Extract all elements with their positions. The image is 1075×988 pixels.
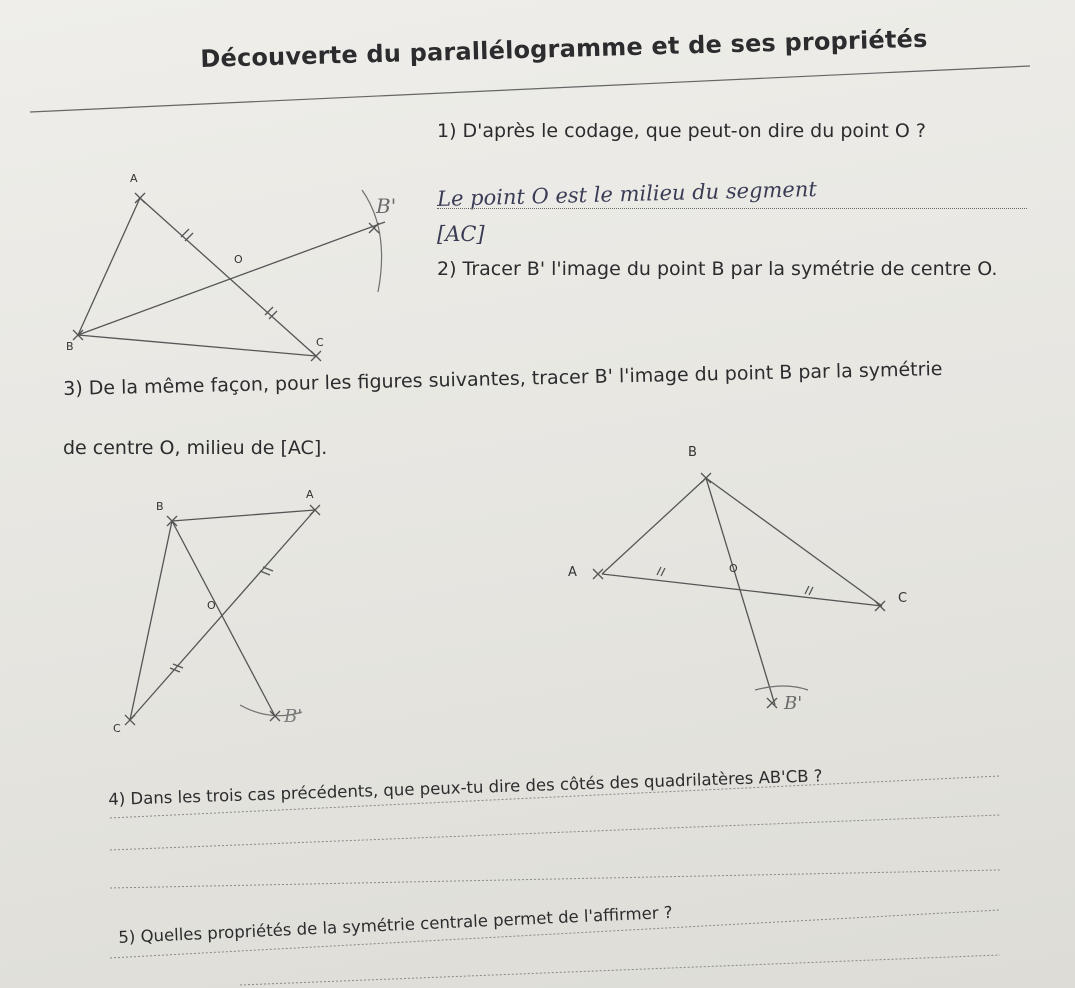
fig3-label-a: A — [568, 565, 577, 580]
answer-line-5 — [240, 955, 1000, 985]
answer-line-3 — [110, 870, 1000, 888]
fig1-label-c: C — [316, 336, 324, 349]
fig1-label-a: A — [130, 172, 138, 185]
question-3-line-1: 3) De la même façon, pour les figures suivantes, tracer B' l'image du point B par la symétrie — [63, 358, 943, 400]
fig1-label-o: O — [234, 253, 243, 266]
fig3-label-c: C — [898, 591, 908, 606]
question-5: 5) Quelles propriétés de la symétrie centrale permet de l'affirmer ? — [118, 902, 673, 947]
fig2-label-bprime: B' — [284, 706, 303, 727]
answer-1-line-2: [AC] — [437, 222, 485, 246]
fig1-label-bprime: B' — [376, 194, 397, 218]
answer-1-line-1: Le point O est le milieu du segment — [436, 177, 818, 211]
answer-line-2 — [110, 815, 1000, 850]
page-title: Découverte du parallélogramme et de ses propriétés — [200, 24, 928, 73]
fig3-label-o: O — [729, 562, 738, 575]
fig2-label-a: A — [306, 488, 314, 501]
question-1: 1) D'après le codage, que peut-on dire du point O ? — [437, 120, 926, 142]
answer-line-1 — [110, 776, 1000, 818]
answer-line-4 — [110, 910, 1000, 958]
fig3-label-bprime: B' — [784, 693, 803, 714]
fig3-label-b: B — [688, 445, 697, 460]
fig2-label-o: O — [207, 599, 216, 612]
question-2: 2) Tracer B' l'image du point B par la symétrie de centre O. — [437, 258, 998, 280]
fig1-label-b: B — [66, 340, 74, 353]
fig2-label-b: B — [156, 500, 164, 513]
question-3-line-2: de centre O, milieu de [AC]. — [63, 437, 328, 459]
fig2-label-c: C — [113, 722, 121, 735]
question-4: 4) Dans les trois cas précédents, que peux-tu dire des côtés des quadrilatères AB'CB ? — [108, 766, 823, 809]
